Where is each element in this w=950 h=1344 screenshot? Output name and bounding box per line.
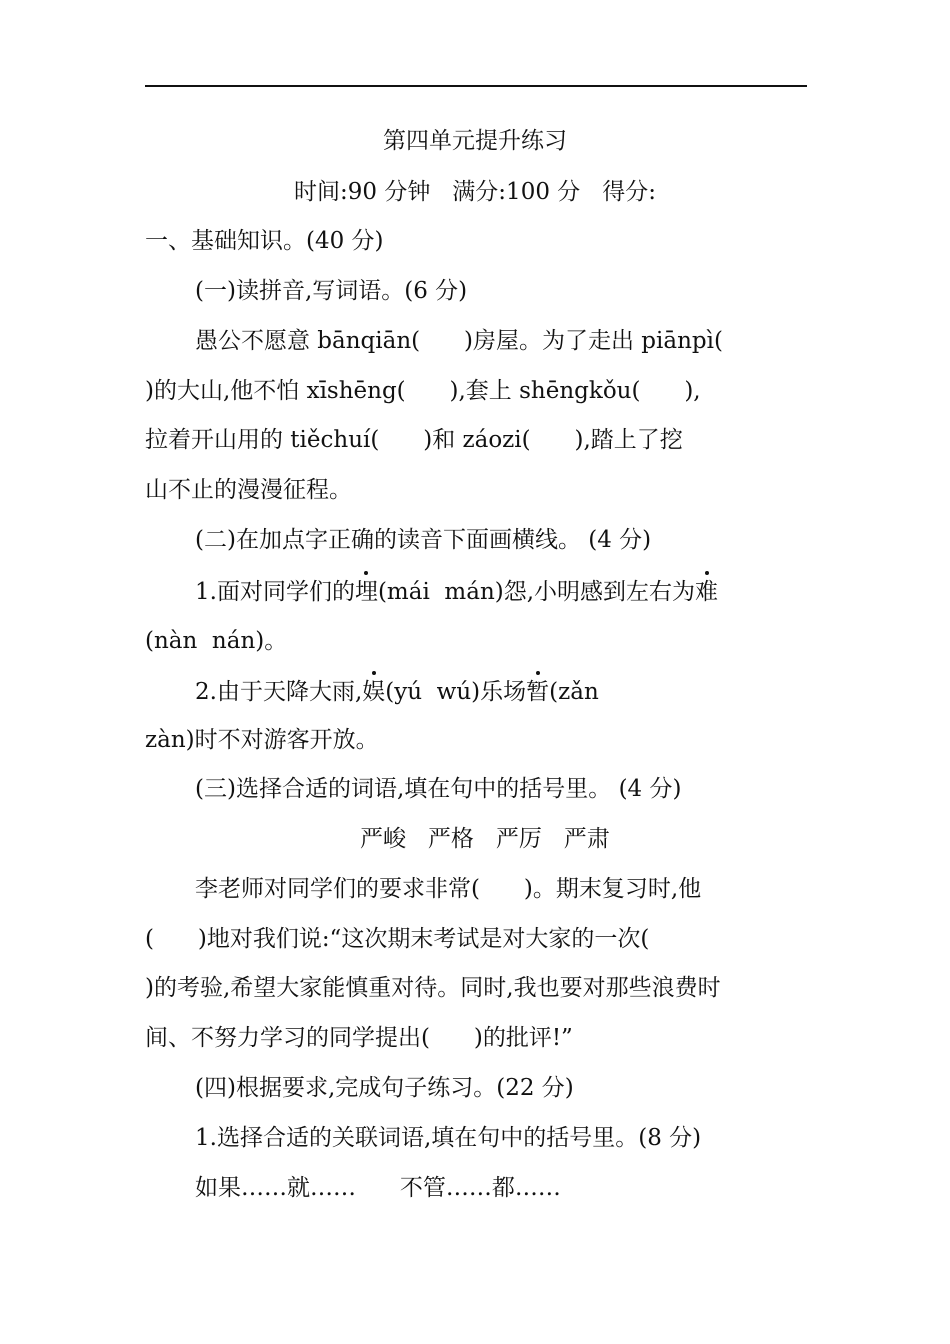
part-1-line-2: )的大山,他不怕 xīshēng( ),套上 shēngkǒu( ),: [145, 378, 701, 404]
question-text: 2.由于天降大雨,: [195, 679, 363, 705]
part-2-question-2: [195, 677, 599, 707]
part-2-question-2-cont: zàn)时不对游客开放。: [145, 727, 379, 753]
page-title: 第四单元提升练习: [383, 128, 567, 154]
part-3-line-1: 李老师对同学们的要求非常( )。期末复习时,他: [195, 876, 702, 902]
part-2-heading: (二)在加点字正确的读音下面画横线。 (4 分): [195, 527, 652, 553]
part-3-line-4: 间、不努力学习的同学提出( )的批评!”: [145, 1025, 573, 1051]
question-text: (mái mán)怨,小明感到左右为: [377, 579, 696, 605]
part-3-line-2: ( )地对我们说:“这次期末考试是对大家的一次(: [145, 926, 650, 952]
part-1-line-4: 山不止的漫漫征程。: [145, 477, 352, 503]
part-3-heading: (三)选择合适的词语,填在句中的括号里。 (4 分): [195, 776, 682, 802]
part-2-question-1-cont: (nàn nán)。: [145, 628, 288, 654]
part-2-question-1: [195, 577, 718, 607]
section-1-heading: 一、基础知识。(40 分): [145, 228, 384, 254]
word-bank: 严峻 严格 严厉 严肃: [360, 826, 610, 852]
connective-options: 如果……就…… 不管……都……: [195, 1175, 561, 1201]
dotted-character: 暂: [526, 679, 550, 705]
part-1-line-3: 拉着开山用的 tiěchuí( )和 záozi( ),踏上了挖: [145, 427, 683, 453]
exam-meta: 时间:90 分钟 满分:100 分 得分:: [294, 179, 656, 205]
part-3-line-3: )的考验,希望大家能慎重对待。同时,我也要对那些浪费时: [145, 975, 721, 1001]
dotted-character: 娱: [362, 679, 386, 705]
question-text: (yú wú)乐场: [385, 679, 527, 705]
question-text: (zǎn: [549, 679, 599, 705]
part-4-heading: (四)根据要求,完成句子练习。(22 分): [195, 1075, 574, 1101]
question-text: 1.面对同学们的: [195, 579, 355, 605]
part-1-heading: (一)读拼音,写词语。(6 分): [195, 278, 468, 304]
part-1-line-1: 愚公不愿意 bānqiān( )房屋。为了走出 piānpì(: [195, 328, 723, 354]
part-4-question-1: 1.选择合适的关联词语,填在句中的括号里。(8 分): [195, 1125, 702, 1151]
dotted-character: 难: [695, 579, 719, 605]
header-rule: [145, 85, 807, 87]
dotted-character: 埋: [354, 579, 378, 605]
